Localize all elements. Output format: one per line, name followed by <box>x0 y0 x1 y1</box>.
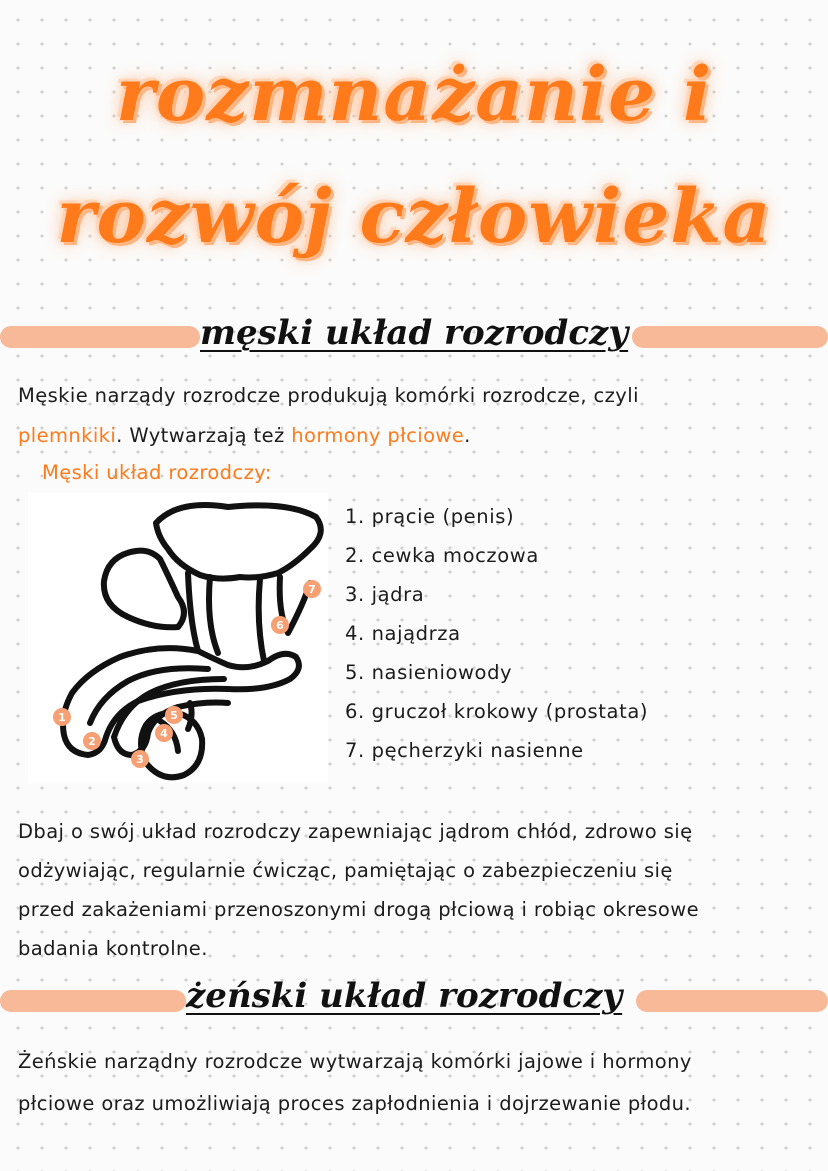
intro-mid-text: . Wytwarzają też <box>116 424 292 447</box>
page-title-line2: rozwój człowieka <box>56 174 772 260</box>
marker-1 <box>53 708 71 726</box>
highlight-sperm: plemnkiki <box>18 424 117 447</box>
page-title-line1: rozmnażanie i <box>115 52 713 138</box>
svg-text:2: 2 <box>88 735 96 748</box>
list-item: 3. jądra <box>345 583 425 606</box>
marker-6 <box>271 616 289 634</box>
list-item: 6. gruczoł krokowy (prostata) <box>345 700 649 723</box>
female-section-heading: żeński układ rozrodczy <box>186 976 623 1016</box>
marker-4 <box>155 724 173 742</box>
care-line-3: przed zakażeniami przenoszonymi drogą płciową i robiąc okresowe <box>18 898 699 921</box>
list-item: 7. pęcherzyki nasienne <box>345 739 584 762</box>
list-item: 4. najądrza <box>345 622 461 645</box>
male-anatomy-diagram <box>28 493 328 783</box>
parts-list <box>345 497 648 770</box>
male-intro-line2 <box>18 418 471 454</box>
list-item: 1. prącie (penis) <box>345 505 515 528</box>
anatomy-drawing <box>28 493 328 783</box>
list-item: 2. cewka moczowa <box>345 544 539 567</box>
svg-text:1: 1 <box>58 711 66 724</box>
female-line-2: płciowe oraz umożliwiają proces zapłodnienia i dojrzewanie płodu. <box>18 1092 692 1115</box>
heading-band-right <box>636 990 828 1012</box>
heading-band-left <box>0 326 200 348</box>
list-item: 5. nasieniowody <box>345 661 513 684</box>
marker-7 <box>303 580 321 598</box>
male-section-heading: męski układ rozrodczy <box>200 313 629 353</box>
svg-text:3: 3 <box>136 753 144 766</box>
highlight-hormones: hormony płciowe <box>291 424 465 447</box>
marker-5 <box>165 706 183 724</box>
svg-text:7: 7 <box>308 583 316 596</box>
svg-text:5: 5 <box>170 709 178 722</box>
diagram-caption: Męski układ rozrodczy: <box>42 461 272 484</box>
heading-band-left <box>0 990 186 1012</box>
female-line-1: Żeńskie narządny rozrodcze wytwarzają komórki jajowe i hormony <box>18 1050 692 1073</box>
care-line-1: Dbaj o swój układ rozrodczy zapewniając jądrom chłód, zdrowo się <box>18 820 693 843</box>
male-intro-line1: Męskie narządy rozrodcze produkują komórki rozrodcze, czyli <box>18 384 639 407</box>
care-line-2: odżywiając, regularnie ćwicząc, pamiętając o zabezpieczeniu się <box>18 859 673 882</box>
intro-end-text: . <box>464 424 471 447</box>
care-line-4: badania kontrolne. <box>18 937 208 960</box>
svg-text:6: 6 <box>276 619 284 632</box>
svg-text:4: 4 <box>160 727 168 740</box>
marker-3 <box>131 750 149 768</box>
marker-2 <box>83 732 101 750</box>
heading-band-right <box>632 326 828 348</box>
